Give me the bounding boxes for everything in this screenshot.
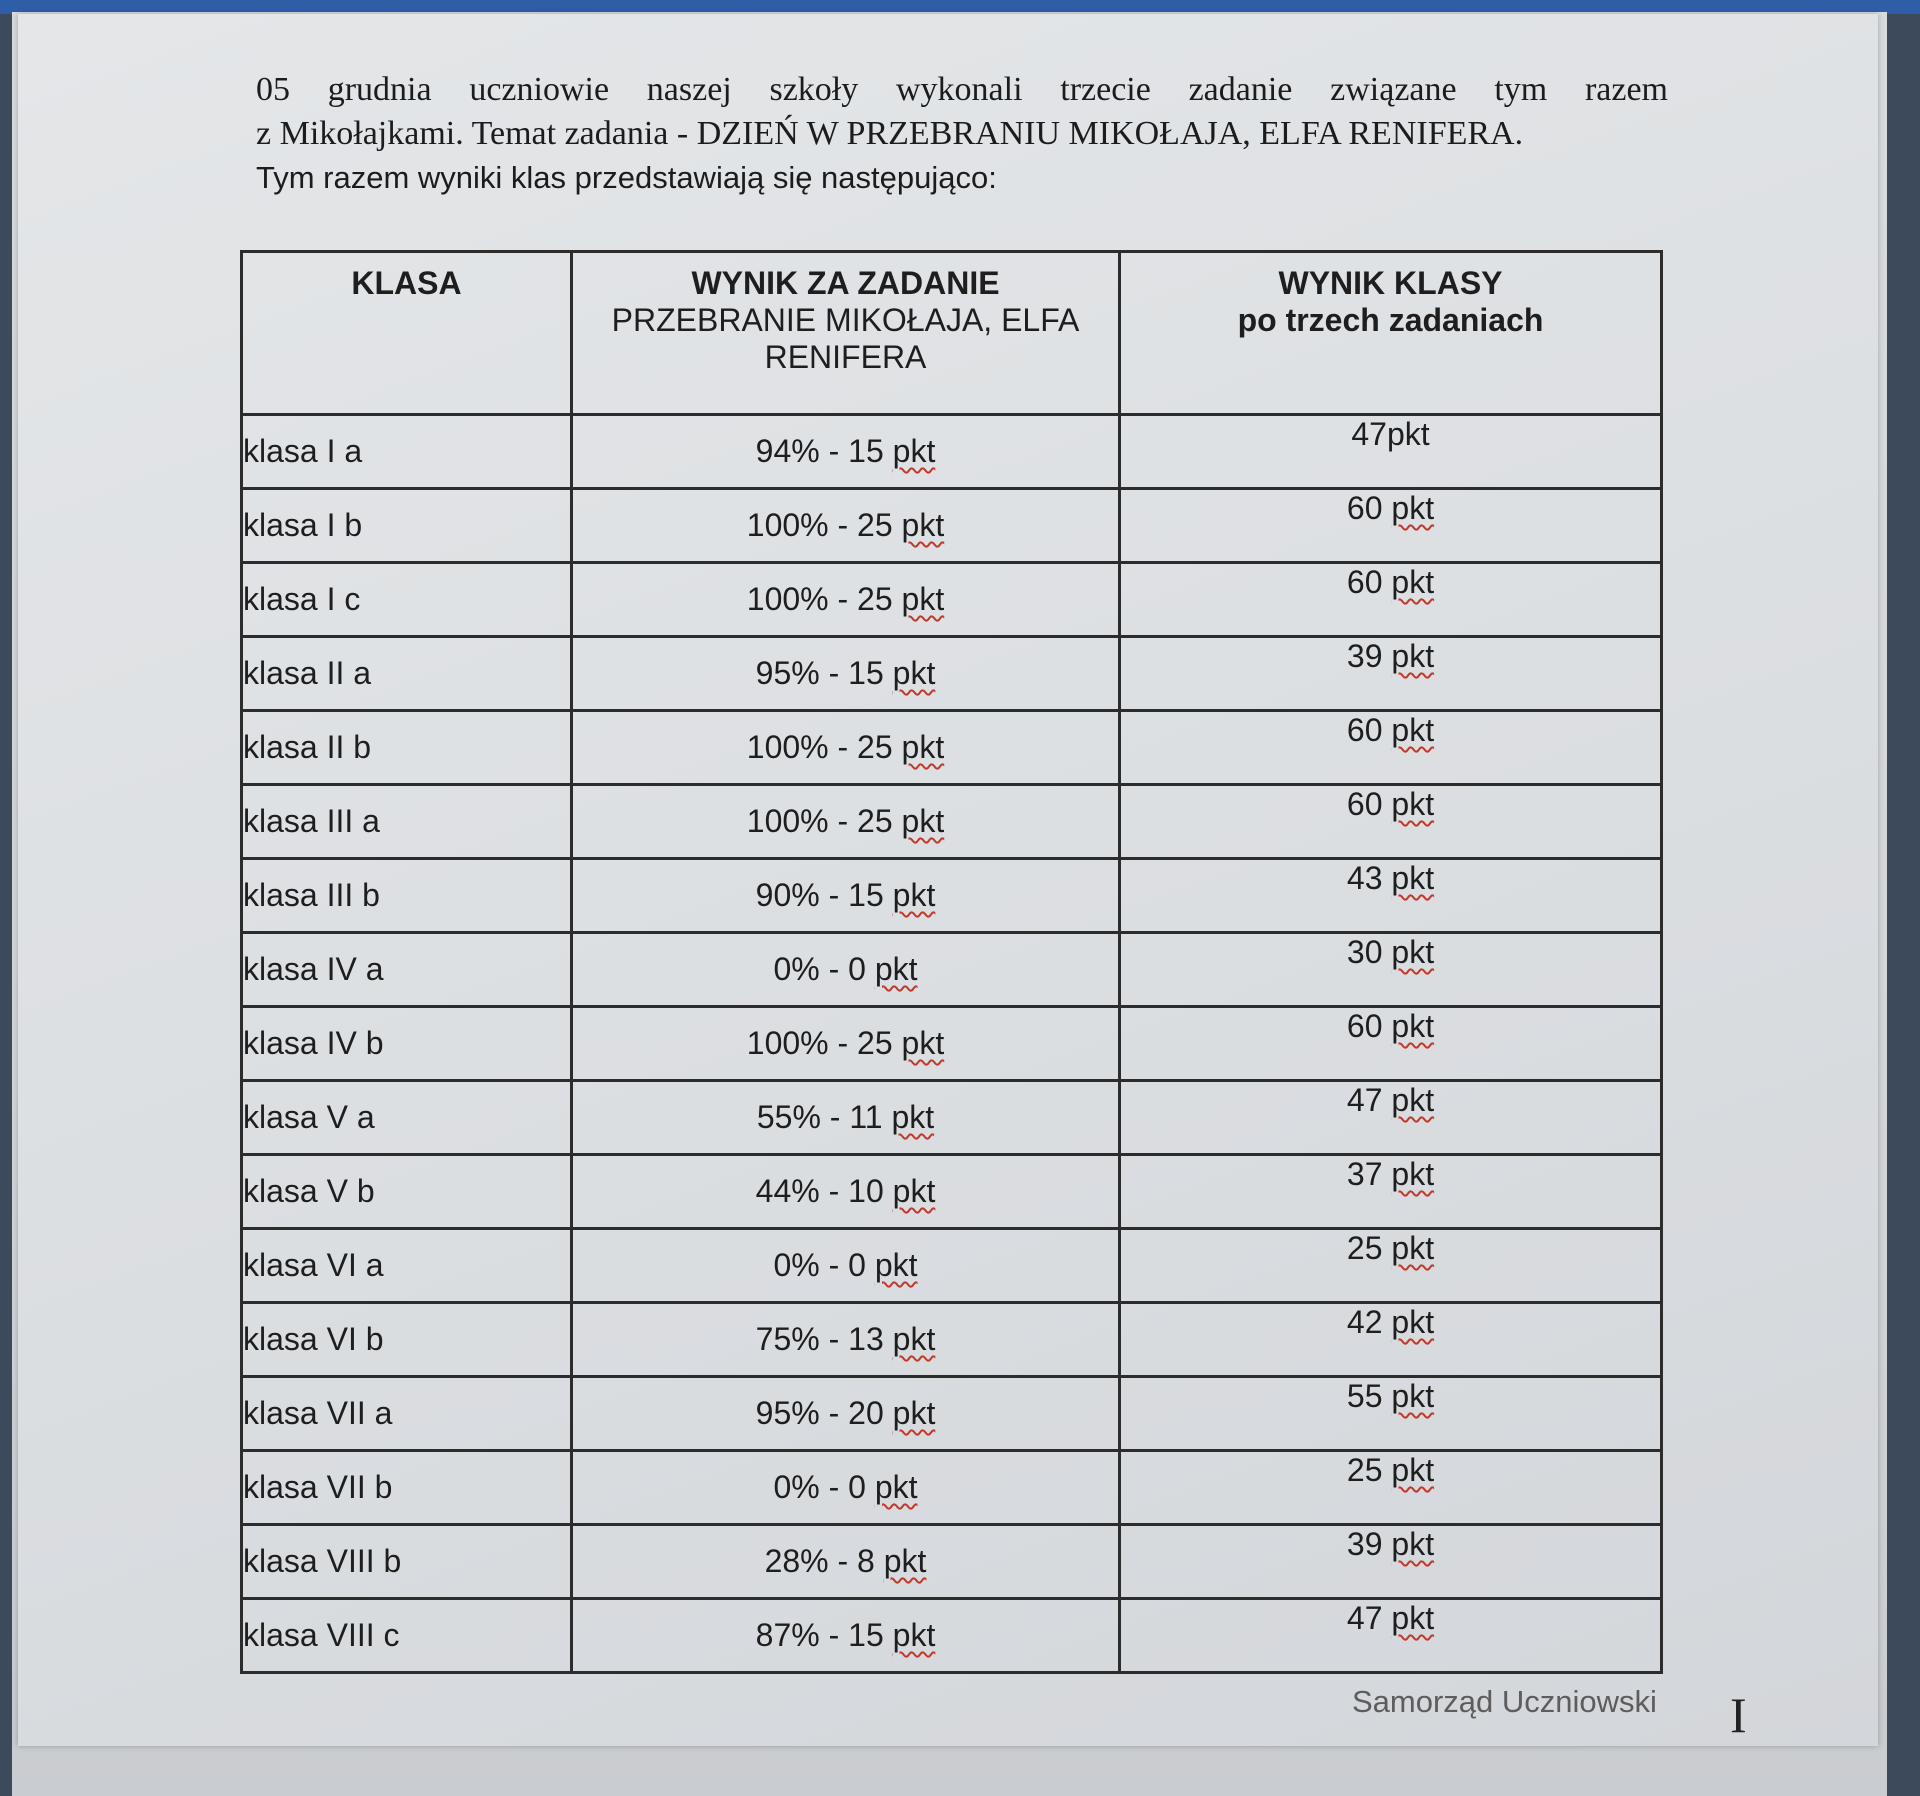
class-total-value: 25 [1346, 1452, 1383, 1488]
header-class-total [1120, 252, 1662, 415]
unit-label: pkt [892, 1617, 936, 1653]
cell-task-result [572, 563, 1120, 637]
cell-task-result [572, 1377, 1120, 1451]
cell-klasa: klasa I c [242, 563, 572, 637]
task-result-value: 44% - 10 [755, 1173, 884, 1209]
class-total-value: 47 [1351, 416, 1387, 452]
unit-label: pkt [901, 1025, 945, 1061]
class-total-value: 39 [1346, 1526, 1383, 1562]
cell-task-result [572, 637, 1120, 711]
document-page[interactable] [18, 14, 1878, 1746]
cell-task-result [572, 711, 1120, 785]
table-row [242, 785, 1662, 859]
unit-label: pkt [892, 877, 936, 913]
cell-task-result [572, 859, 1120, 933]
results-table-body [242, 415, 1662, 1673]
cell-klasa: klasa II a [242, 637, 572, 711]
header-task-result [572, 252, 1120, 415]
cell-class-total [1120, 1451, 1662, 1525]
table-row [242, 711, 1662, 785]
unit-label: pkt [1391, 638, 1435, 674]
class-total-value: 37 [1346, 1156, 1383, 1192]
unit-label: pkt [901, 581, 945, 617]
cell-klasa: klasa IV a [242, 933, 572, 1007]
unit-label: pkt [1391, 1304, 1435, 1340]
class-total-value: 60 [1346, 490, 1383, 526]
text-cursor-icon: I [1730, 1687, 1747, 1743]
header-total-subtitle: po trzech zadaniach [1237, 302, 1544, 338]
table-row [242, 1303, 1662, 1377]
unit-label: pkt [874, 1247, 918, 1283]
cell-task-result [572, 933, 1120, 1007]
unit-label: pkt [892, 655, 936, 691]
unit-label: pkt [1391, 860, 1435, 896]
class-total-value: 47 [1346, 1600, 1383, 1636]
cell-task-result [572, 415, 1120, 489]
task-result-value: 90% - 15 [755, 877, 884, 913]
cell-klasa: klasa I a [242, 415, 572, 489]
class-total-value: 39 [1346, 638, 1383, 674]
unit-label: pkt [874, 951, 918, 987]
class-total-value: 55 [1346, 1378, 1383, 1414]
intro-line-1: 05 grudnia uczniowie naszej szkoły wykonali trzecie zadanie związane tym razem [256, 71, 1668, 108]
unit-label: pkt [1391, 1008, 1435, 1044]
cell-task-result [572, 489, 1120, 563]
cell-klasa: klasa VII b [242, 1451, 572, 1525]
unit-label: pkt [901, 507, 945, 543]
table-row [242, 1599, 1662, 1673]
cell-class-total [1120, 563, 1662, 637]
task-result-value: 100% - 25 [746, 803, 893, 839]
unit-label: pkt [1391, 712, 1435, 748]
task-result-value: 0% - 0 [773, 1469, 866, 1505]
unit-label: pkt [874, 1469, 918, 1505]
cell-task-result [572, 1451, 1120, 1525]
unit-label: pkt [1391, 1452, 1435, 1488]
cell-task-result [572, 1155, 1120, 1229]
cell-klasa: klasa VIII c [242, 1599, 572, 1673]
cell-class-total [1120, 1155, 1662, 1229]
header-task-subtitle-2: RENIFERA [764, 339, 927, 375]
unit-label: pkt [1391, 1600, 1435, 1636]
task-result-value: 95% - 15 [755, 655, 884, 691]
cell-class-total [1120, 637, 1662, 711]
cell-class-total [1120, 489, 1662, 563]
class-total-value: 47 [1346, 1082, 1383, 1118]
unit-label: pkt [1391, 1230, 1435, 1266]
task-result-value: 55% - 11 [756, 1099, 883, 1135]
class-total-value: 25 [1346, 1230, 1383, 1266]
table-row [242, 489, 1662, 563]
table-row [242, 1525, 1662, 1599]
cell-klasa: klasa IV b [242, 1007, 572, 1081]
cell-klasa: klasa V a [242, 1081, 572, 1155]
cell-class-total [1120, 1229, 1662, 1303]
class-total-value: 43 [1346, 860, 1383, 896]
table-row [242, 1377, 1662, 1451]
class-total-value: 60 [1346, 1008, 1383, 1044]
task-result-value: 75% - 13 [755, 1321, 884, 1357]
cell-class-total [1120, 933, 1662, 1007]
cell-class-total [1120, 859, 1662, 933]
cell-class-total [1120, 711, 1662, 785]
cell-task-result [572, 1229, 1120, 1303]
cell-klasa: klasa VI b [242, 1303, 572, 1377]
table-row [242, 1155, 1662, 1229]
table-row [242, 637, 1662, 711]
table-row [242, 933, 1662, 1007]
results-table [240, 250, 1663, 1674]
cell-task-result [572, 1525, 1120, 1599]
unit-label: pkt [1391, 934, 1435, 970]
table-row [242, 415, 1662, 489]
cell-class-total [1120, 1599, 1662, 1673]
cell-class-total [1120, 1377, 1662, 1451]
intro-line-2: z Mikołajkami. Temat zadania - DZIEŃ W PRZEBRANIU MIKOŁAJA, ELFA RENIFERA. [256, 115, 1524, 152]
unit-label: pkt [1391, 1378, 1435, 1414]
cell-class-total [1120, 785, 1662, 859]
signature-footer: Samorząd Uczniowski [1352, 1684, 1657, 1719]
header-task-subtitle-1: PRZEBRANIE MIKOŁAJA, ELFA [611, 302, 1080, 338]
cell-class-total [1120, 1081, 1662, 1155]
cell-klasa: klasa II b [242, 711, 572, 785]
class-total-value: 60 [1346, 786, 1383, 822]
header-total-title: WYNIK KLASY [1278, 265, 1503, 301]
intro-paragraph [256, 68, 1668, 200]
cell-klasa: klasa VI a [242, 1229, 572, 1303]
unit-label: pkt [1391, 1526, 1435, 1562]
table-row [242, 859, 1662, 933]
table-row [242, 1451, 1662, 1525]
table-row [242, 1081, 1662, 1155]
cell-task-result [572, 1599, 1120, 1673]
cell-klasa: klasa VII a [242, 1377, 572, 1451]
unit-label: pkt [892, 1395, 936, 1431]
unit-label: pkt [892, 1321, 936, 1357]
class-total-value: 30 [1346, 934, 1383, 970]
unit-label: pkt [883, 1543, 927, 1579]
unit-label: pkt [891, 1099, 935, 1135]
cell-klasa: klasa VIII b [242, 1525, 572, 1599]
task-result-value: 100% - 25 [746, 729, 893, 765]
task-result-value: 94% - 15 [755, 433, 884, 469]
task-result-value: 0% - 0 [773, 951, 866, 987]
cell-task-result [572, 1007, 1120, 1081]
task-result-value: 95% - 20 [755, 1395, 884, 1431]
header-klasa-label: KLASA [351, 265, 462, 301]
unit-label: pkt [1391, 1082, 1435, 1118]
unit-label: pkt [1386, 416, 1430, 452]
cell-task-result [572, 785, 1120, 859]
cell-class-total [1120, 415, 1662, 489]
intro-line-3: Tym razem wyniki klas przedstawiają się następująco: [256, 160, 997, 195]
cell-task-result [572, 1081, 1120, 1155]
unit-label: pkt [901, 803, 945, 839]
cell-klasa: klasa V b [242, 1155, 572, 1229]
task-result-value: 28% - 8 [764, 1543, 875, 1579]
class-total-value: 60 [1346, 712, 1383, 748]
unit-label: pkt [1391, 1156, 1435, 1192]
unit-label: pkt [892, 1173, 936, 1209]
cell-task-result [572, 1303, 1120, 1377]
cell-class-total [1120, 1007, 1662, 1081]
unit-label: pkt [1391, 564, 1435, 600]
class-total-value: 60 [1346, 564, 1383, 600]
cell-klasa: klasa I b [242, 489, 572, 563]
table-row [242, 1007, 1662, 1081]
unit-label: pkt [1391, 786, 1435, 822]
unit-label: pkt [901, 729, 945, 765]
task-result-value: 100% - 25 [746, 581, 893, 617]
task-result-value: 87% - 15 [755, 1617, 884, 1653]
table-row [242, 563, 1662, 637]
header-klasa [242, 252, 572, 415]
cell-klasa: klasa III b [242, 859, 572, 933]
cell-class-total [1120, 1525, 1662, 1599]
task-result-value: 0% - 0 [773, 1247, 866, 1283]
cell-class-total [1120, 1303, 1662, 1377]
unit-label: pkt [1391, 490, 1435, 526]
task-result-value: 100% - 25 [746, 1025, 893, 1061]
task-result-value: 100% - 25 [746, 507, 893, 543]
class-total-value: 42 [1346, 1304, 1383, 1340]
header-task-title: WYNIK ZA ZADANIE [691, 265, 1000, 301]
unit-label: pkt [892, 433, 936, 469]
table-row [242, 1229, 1662, 1303]
table-header-row [242, 252, 1662, 415]
cell-klasa: klasa III a [242, 785, 572, 859]
